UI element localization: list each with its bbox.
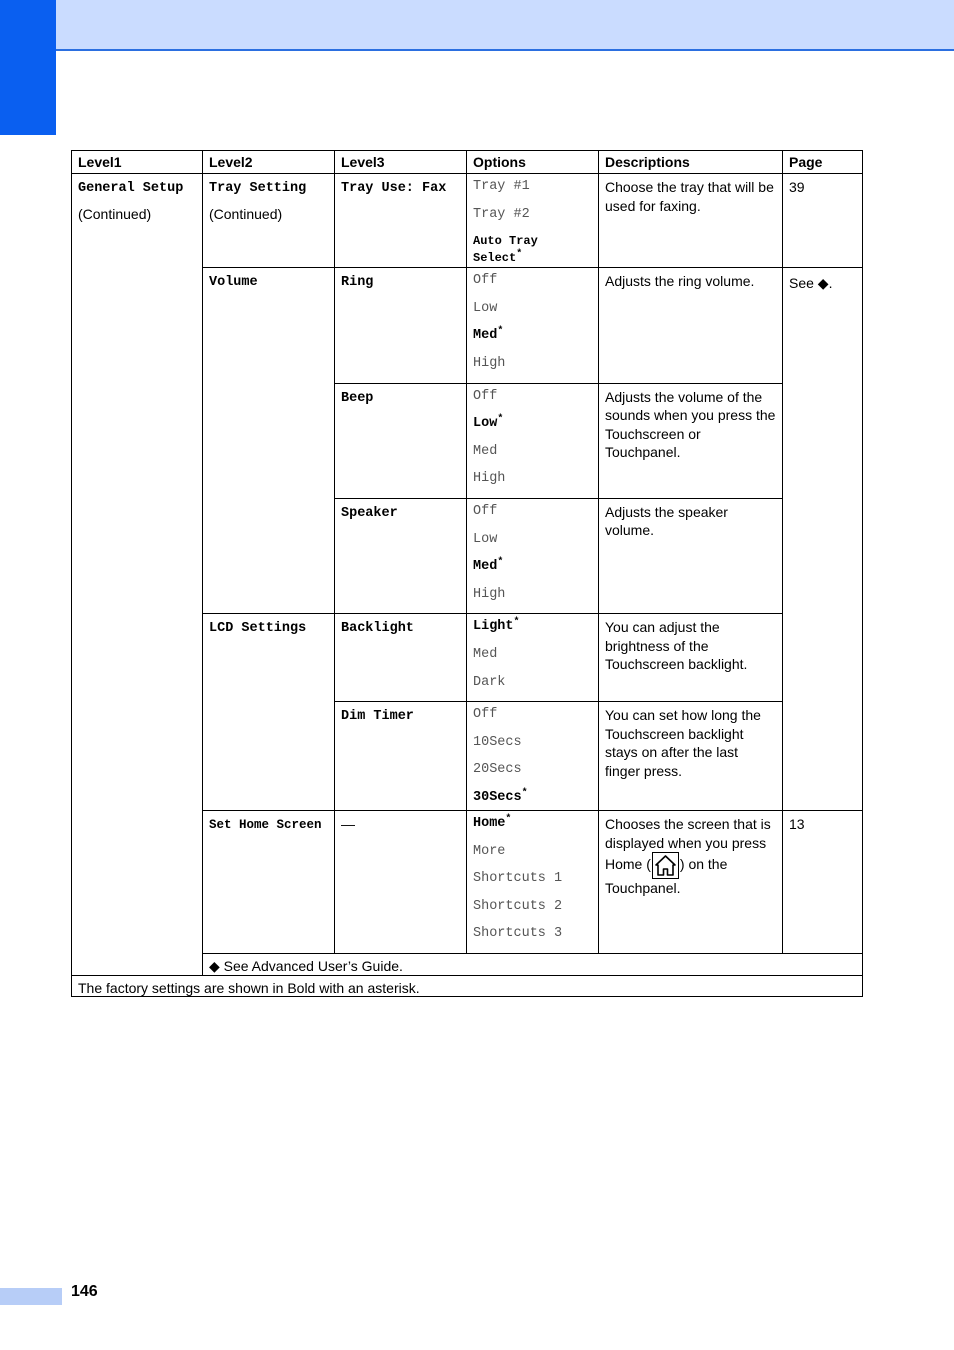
- header-descriptions: Descriptions: [599, 151, 783, 174]
- level3-cell: [335, 702, 467, 811]
- settings-table: [71, 150, 863, 997]
- level2-cell: [203, 174, 335, 268]
- option-item: Low: [473, 300, 498, 316]
- option-item: Shortcuts 3: [473, 926, 563, 942]
- level2-set-home-screen: Set Home Screen: [209, 818, 322, 833]
- chapter-tab: [0, 0, 56, 135]
- options-cell: [467, 702, 599, 811]
- option-item: Med: [473, 443, 498, 459]
- level3-cell: [335, 811, 467, 954]
- option-item: Off: [473, 388, 498, 404]
- header-level2: Level2: [203, 151, 335, 174]
- description-text-start: Chooses the screen that is displayed when you press Home (: [605, 816, 771, 873]
- options-cell: [467, 383, 599, 498]
- option-item: Dark: [473, 674, 506, 690]
- note-advanced-guide: ◆ See Advanced User’s Guide.: [203, 954, 863, 976]
- option-item: Shortcuts 2: [473, 898, 563, 914]
- page-cell: 13: [783, 811, 863, 954]
- option-item: High: [473, 471, 506, 487]
- option-item-default: Low*: [473, 414, 504, 432]
- description-cell: Choose the tray that will be used for faxing.: [599, 174, 783, 268]
- level3-backlight: Backlight: [341, 621, 414, 637]
- option-item: High: [473, 586, 506, 602]
- level3-ring: Ring: [341, 275, 374, 291]
- option-item: High: [473, 355, 506, 371]
- footer-tab: [0, 1288, 62, 1305]
- option-item-default: Home*: [473, 814, 512, 832]
- option-item: Off: [473, 503, 498, 519]
- level3-speaker: Speaker: [341, 505, 398, 521]
- table-row: [72, 174, 863, 268]
- option-item-default: Med*: [473, 557, 504, 575]
- description-cell: Adjusts the ring volume.: [599, 268, 783, 383]
- description-text-end: ) on the Touchpanel.: [605, 856, 728, 897]
- description-cell: Adjusts the speaker volume.: [599, 498, 783, 613]
- level2-lcd-settings: LCD Settings: [209, 621, 307, 637]
- level1-cell: [72, 174, 203, 976]
- note-factory-settings: The factory settings are shown in Bold with an asterisk.: [72, 976, 863, 997]
- header-options: Options: [467, 151, 599, 174]
- level3-cell: [335, 174, 467, 268]
- home-icon: [652, 852, 679, 879]
- level3-beep: Beep: [341, 390, 374, 406]
- option-item-default: Med*: [473, 326, 504, 344]
- description-cell: [599, 811, 783, 954]
- option-item-default: 30Secs*: [473, 787, 528, 805]
- level3-cell: [335, 268, 467, 383]
- option-item-default: Auto Tray Select*: [473, 234, 538, 266]
- options-cell: [467, 614, 599, 702]
- level2-continued: (Continued): [209, 206, 283, 222]
- header-band: [0, 0, 954, 51]
- option-item: 20Secs: [473, 762, 522, 778]
- header-page: Page: [783, 151, 863, 174]
- level2-cell: [203, 811, 335, 954]
- level2-cell: [203, 614, 335, 811]
- level3-cell: [335, 383, 467, 498]
- level1-continued: (Continued): [78, 206, 152, 222]
- level2-volume: Volume: [209, 275, 258, 291]
- options-cell: [467, 498, 599, 613]
- page-number: 146: [71, 1283, 98, 1300]
- option-item: Tray #1: [473, 179, 530, 194]
- page-cell: 39: [783, 174, 863, 268]
- option-item: More: [473, 843, 506, 859]
- options-cell: [467, 174, 599, 268]
- options-cell: [467, 811, 599, 954]
- option-item: 10Secs: [473, 734, 522, 750]
- option-item: Off: [473, 273, 498, 289]
- level3-none: —: [341, 816, 355, 833]
- level1-name: General Setup: [78, 181, 184, 196]
- option-item: Med: [473, 646, 498, 662]
- option-item: Shortcuts 1: [473, 871, 563, 887]
- description-cell: You can adjust the brightness of the Touchscreen backlight.: [599, 614, 783, 702]
- description-cell: You can set how long the Touchscreen backlight stays on after the last finger press.: [599, 702, 783, 811]
- option-item: Off: [473, 707, 498, 723]
- option-item: Low: [473, 531, 498, 547]
- option-item-default: Light*: [473, 617, 520, 635]
- page-cell: [783, 268, 863, 811]
- option-item: Tray #2: [473, 206, 530, 222]
- options-cell: [467, 268, 599, 383]
- table-header-row: [72, 151, 863, 174]
- header-level1: Level1: [72, 151, 203, 174]
- level3-tray-use-fax: Tray Use: Fax: [341, 181, 447, 196]
- level2-cell: [203, 268, 335, 614]
- page-ref-see-advanced: See ◆.: [789, 275, 833, 292]
- level3-cell: [335, 614, 467, 702]
- level2-tray-setting: Tray Setting: [209, 181, 307, 196]
- header-level3: Level3: [335, 151, 467, 174]
- level3-cell: [335, 498, 467, 613]
- level3-dim-timer: Dim Timer: [341, 709, 414, 725]
- description-cell: Adjusts the volume of the sounds when you press the Touchscreen or Touchpanel.: [599, 383, 783, 498]
- note-row: [72, 976, 863, 997]
